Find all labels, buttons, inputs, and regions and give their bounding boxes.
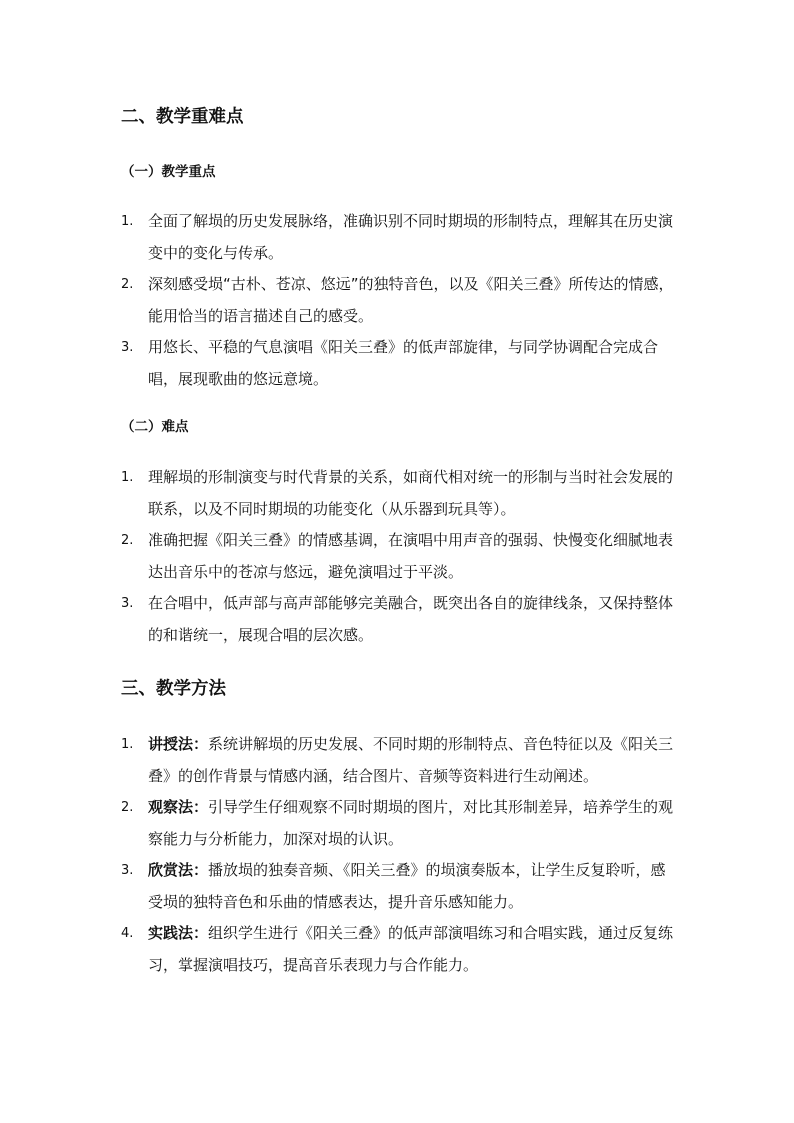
difficult-points-list bbox=[0, 462, 794, 651]
method-term: 观察法 bbox=[148, 798, 194, 816]
list-item-number: 1. bbox=[121, 737, 134, 752]
list-item-text: 用悠长、平稳的气息演唱《阳关三叠》的低声部旋律，与同学协调配合完成合唱，展现歌曲的悠远意境。 bbox=[148, 338, 659, 388]
list-item bbox=[0, 792, 794, 855]
subheading-difficult-points: （二）难点 bbox=[121, 419, 189, 435]
list-item bbox=[0, 462, 794, 525]
list-item bbox=[0, 206, 794, 269]
teaching-methods-list bbox=[0, 729, 794, 981]
method-term: 讲授法 bbox=[148, 735, 194, 753]
subheading-key-points: （一）教学重点 bbox=[121, 164, 216, 180]
list-item-number: 3. bbox=[121, 340, 134, 355]
method-separator: ： bbox=[193, 798, 209, 816]
list-item-text: 在合唱中，低声部与高声部能够完美融合，既突出各自的旋律线条，又保持整体的和谐统一，展现合唱的层次感。 bbox=[148, 594, 674, 644]
list-item-number: 1. bbox=[121, 470, 134, 485]
section-heading-key-difficult-points: 二、教学重难点 bbox=[121, 107, 244, 127]
method-term: 实践法 bbox=[148, 924, 194, 942]
list-item-number: 3. bbox=[121, 863, 134, 878]
method-term: 欣赏法 bbox=[148, 861, 194, 879]
list-item bbox=[0, 588, 794, 651]
list-item-text bbox=[148, 729, 676, 792]
list-item bbox=[0, 855, 794, 918]
method-description: 播放埙的独奏音频、《阳关三叠》的埙演奏版本，让学生反复聆听，感受埙的独特音色和乐曲的情感表达，提升音乐感知能力。 bbox=[148, 861, 666, 911]
list-item-number: 2. bbox=[121, 800, 134, 815]
list-item-text: 深刻感受埙“古朴、苍凉、悠远”的独特音色，以及《阳关三叠》所传达的情感，能用恰当的语言描述自己的感受。 bbox=[148, 275, 674, 325]
method-separator: ： bbox=[193, 861, 209, 879]
method-description: 引导学生仔细观察不同时期埙的图片，对比其形制差异，培养学生的观察能力与分析能力，加深对埙的认识。 bbox=[148, 798, 674, 848]
list-item bbox=[0, 332, 794, 395]
method-description: 系统讲解埙的历史发展、不同时期的形制特点、音色特征以及《阳关三叠》的创作背景与情感内涵，结合图片、音频等资料进行生动阐述。 bbox=[148, 735, 674, 785]
method-description: 组织学生进行《阳关三叠》的低声部演唱练习和合唱实践，通过反复练习，掌握演唱技巧，提高音乐表现力与合作能力。 bbox=[148, 924, 674, 974]
list-item-number: 4. bbox=[121, 926, 134, 941]
list-item bbox=[0, 918, 794, 981]
list-item-text: 准确把握《阳关三叠》的情感基调，在演唱中用声音的强弱、快慢变化细腻地表达出音乐中的苍凉与悠远，避免演唱过于平淡。 bbox=[148, 531, 674, 581]
method-separator: ： bbox=[193, 735, 209, 753]
list-item-text: 理解埙的形制演变与时代背景的关系，如商代相对统一的形制与当时社会发展的联系，以及不同时期埙的功能变化（从乐器到玩具等）。 bbox=[148, 468, 674, 518]
section-heading-teaching-methods: 三、教学方法 bbox=[121, 679, 226, 699]
list-item bbox=[0, 729, 794, 792]
list-item-text bbox=[148, 918, 676, 981]
list-item bbox=[0, 525, 794, 588]
list-item-number: 2. bbox=[121, 533, 134, 548]
list-item bbox=[0, 269, 794, 332]
list-item-number: 1. bbox=[121, 214, 134, 229]
method-separator: ： bbox=[193, 924, 209, 942]
list-item-text bbox=[148, 792, 676, 855]
list-item-number: 2. bbox=[121, 277, 134, 292]
key-points-list bbox=[0, 206, 794, 395]
list-item-text bbox=[148, 855, 676, 918]
list-item-text: 全面了解埙的历史发展脉络，准确识别不同时期埙的形制特点，理解其在历史演变中的变化与传承。 bbox=[148, 212, 674, 262]
list-item-number: 3. bbox=[121, 596, 134, 611]
